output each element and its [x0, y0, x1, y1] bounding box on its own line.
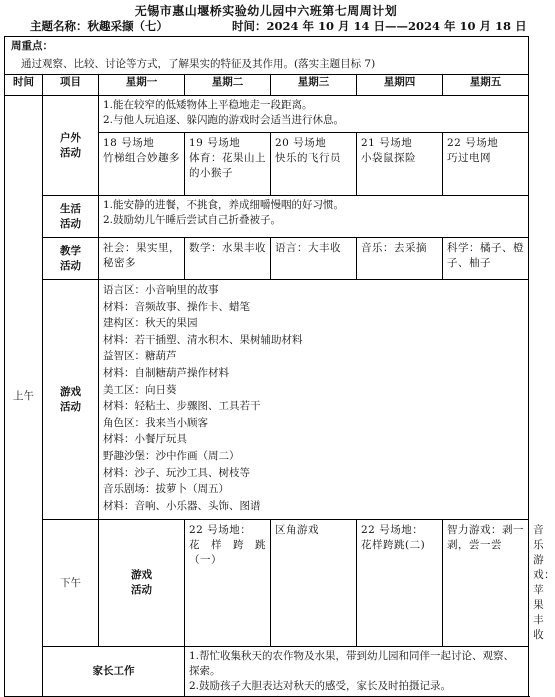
- teaching-mon: 社会：果实里，秘密多: [99, 238, 185, 280]
- outdoor-fri: 22 号场地 巧过电网: [443, 133, 529, 196]
- column-header-row: [5, 75, 529, 96]
- teaching-wed: 语言：大丰收: [271, 238, 357, 280]
- zone-line: 材料：小餐厅玩具: [103, 433, 187, 446]
- time-label: 时间：: [232, 19, 267, 33]
- theme-name: 秋趣采撷（七）: [87, 19, 168, 33]
- afternoon-label: 下午: [43, 520, 99, 647]
- date-range: 2024 年 10 月 14 日——2024 年 10 月 18 日: [266, 19, 527, 33]
- theme-label: 主题名称：: [30, 19, 88, 33]
- parent-work-2: 2.鼓励孩子大胆表达对秋天的感受，家长及时拍摄记录。: [189, 680, 452, 692]
- outdoor-activity-label: 户外 活动: [43, 96, 99, 196]
- week-focus-label: 周重点：: [5, 37, 529, 57]
- afternoon-wed: 22 号场地： 花样跨跳(二): [357, 520, 443, 647]
- outdoor-goal-2: 2.与他人玩追逐、躲闪跑的游戏时会适当进行休息。: [103, 114, 345, 126]
- teaching-tue: 数学：水果丰收: [185, 238, 271, 280]
- col-header-mon: 星期一: [99, 75, 185, 96]
- life-goal-1: 1.能安静的进餐，不挑食，养成细嚼慢咽的好习惯。: [103, 199, 345, 211]
- zone-line: 材料：自制糖葫芦操作材料: [103, 366, 229, 379]
- teaching-activity-label: 教学 活动: [43, 238, 99, 280]
- outdoor-thu: 21 号场地 小袋鼠探险: [357, 133, 443, 196]
- page-title: 无锡市惠山堰桥实验幼儿园中六班第七周周计划: [134, 4, 398, 18]
- zone-line: 建构区：秋天的果园: [103, 317, 198, 330]
- plan-table: 周重点： 通过观察、比较、讨论等方式，了解果实的特征及其作用。(落实主题目标 7) 时间 项目 星期一 星期二 星期三 星期四 星期五 上午 户外 活动 1.能在较窄的低矮物体上平稳地走一段距离。 2.与他人玩追逐、躲闪跑的游戏时会适当进行休息。 18 号场地 竹梯组合妙趣多 19 号场地 体育：花果山上的小猴子 20 号场地 快乐的飞行员 21 号场地 小袋鼠探险 22 号场地 巧过电网 生活 活动 1.能安静的进餐，不挑食，养成细嚼慢咽的好习惯。 2.鼓励幼儿午睡后尝试自己折叠被子。 教学 活动 社会：果实里，秘密多 数学：水果丰收 语言：大丰收 音乐：去采摘 科学：橘子、橙子、柚子 游戏 活动 语言区：小音响里的故事 材料：音频故事、操作卡、蜡笔 建构区：秋天的果园 材料：若干插塑、清水积木、果树辅助材料 益智区：糖葫芦 材料：自制糖葫芦操作材料 美工区：向日葵 材料：轻粘土、步骤图、工具若干 角色区：我来当小顾客 材料：小餐厅玩具 野趣沙堡：沙中作画（周二） 材料：沙子、玩沙工具、树枝等 音乐剧场：拔萝卜（周五） 材料：音响、小乐器、头饰、图谱 下午 游戏 活动 22 号场地： 花 样 跨 跳 （一） 区角游戏 22 号场地： 花样跨跳(二) 智力游戏：剥一剥，尝一尝 音乐游戏：苹果丰收 家长工作 1.帮忙收集秋天的农作物及水果，带到幼儿园和同伴一起讨论、观察、探索。 2.鼓励孩子大胆表达对秋天的感受，家长及时拍摄记录。: [4, 36, 529, 697]
- game-zones: [99, 280, 529, 520]
- parent-work-label: 家长工作: [43, 647, 185, 697]
- zone-line: 材料：轻粘土、步骤图、工具若干: [103, 400, 261, 413]
- col-header-item: 项目: [43, 75, 99, 96]
- col-header-thu: 星期四: [357, 75, 443, 96]
- outdoor-tue: 19 号场地 体育：花果山上的小猴子: [185, 133, 271, 196]
- plan-subtitle: [30, 18, 527, 34]
- afternoon-mon: 22 号场地： 花 样 跨 跳 （一）: [185, 520, 271, 647]
- col-header-fri: 星期五: [443, 75, 529, 96]
- zone-line: 材料：沙子、玩沙工具、树枝等: [103, 466, 250, 479]
- game-activity-label: 游戏 活动: [43, 280, 99, 520]
- zone-line: 语言区：小音响里的故事: [103, 284, 219, 296]
- outdoor-mon: 18 号场地 竹梯组合妙趣多: [99, 133, 185, 196]
- week-focus-text: 通过观察、比较、讨论等方式，了解果实的特征及其作用。(落实主题目标 7): [5, 56, 529, 75]
- outdoor-goals: [99, 96, 529, 133]
- parent-work: [185, 647, 529, 697]
- outdoor-goal-1: 1.能在较窄的低矮物体上平稳地走一段距离。: [103, 99, 313, 111]
- zone-line: 益智区：糖葫芦: [103, 350, 177, 363]
- morning-label: 上午: [5, 96, 43, 697]
- col-header-tue: 星期二: [185, 75, 271, 96]
- zone-line: 材料：若干插塑、清水积木、果树辅助材料: [103, 333, 303, 346]
- teaching-thu: 音乐：去采摘: [357, 238, 443, 280]
- zone-line: 野趣沙堡：沙中作画（周二）: [103, 449, 240, 462]
- afternoon-tue: 区角游戏: [271, 520, 357, 647]
- outdoor-wed: 20 号场地 快乐的飞行员: [271, 133, 357, 196]
- zone-line: 材料：音响、小乐器、头饰、图谱: [103, 499, 261, 512]
- life-goals: [99, 196, 529, 238]
- life-goal-2: 2.鼓励幼儿午睡后尝试自己折叠被子。: [103, 214, 282, 226]
- teaching-fri: 科学：橘子、橙子、柚子: [443, 238, 529, 280]
- zone-line: 美工区：向日葵: [103, 383, 177, 396]
- parent-work-1: 1.帮忙收集秋天的农作物及水果，带到幼儿园和同伴一起讨论、观察、探索。: [189, 650, 515, 677]
- col-header-wed: 星期三: [271, 75, 357, 96]
- zone-line: 材料：音频故事、操作卡、蜡笔: [103, 300, 250, 313]
- afternoon-thu: 智力游戏：剥一剥，尝一尝: [443, 520, 529, 647]
- zone-line: 角色区：我来当小顾客: [103, 416, 208, 429]
- afternoon-game-label: 游戏 活动: [99, 520, 185, 647]
- life-activity-label: 生活 活动: [43, 196, 99, 238]
- zone-line: 音乐剧场：拔萝卜（周五）: [103, 483, 229, 496]
- col-header-time: 时间: [5, 75, 43, 96]
